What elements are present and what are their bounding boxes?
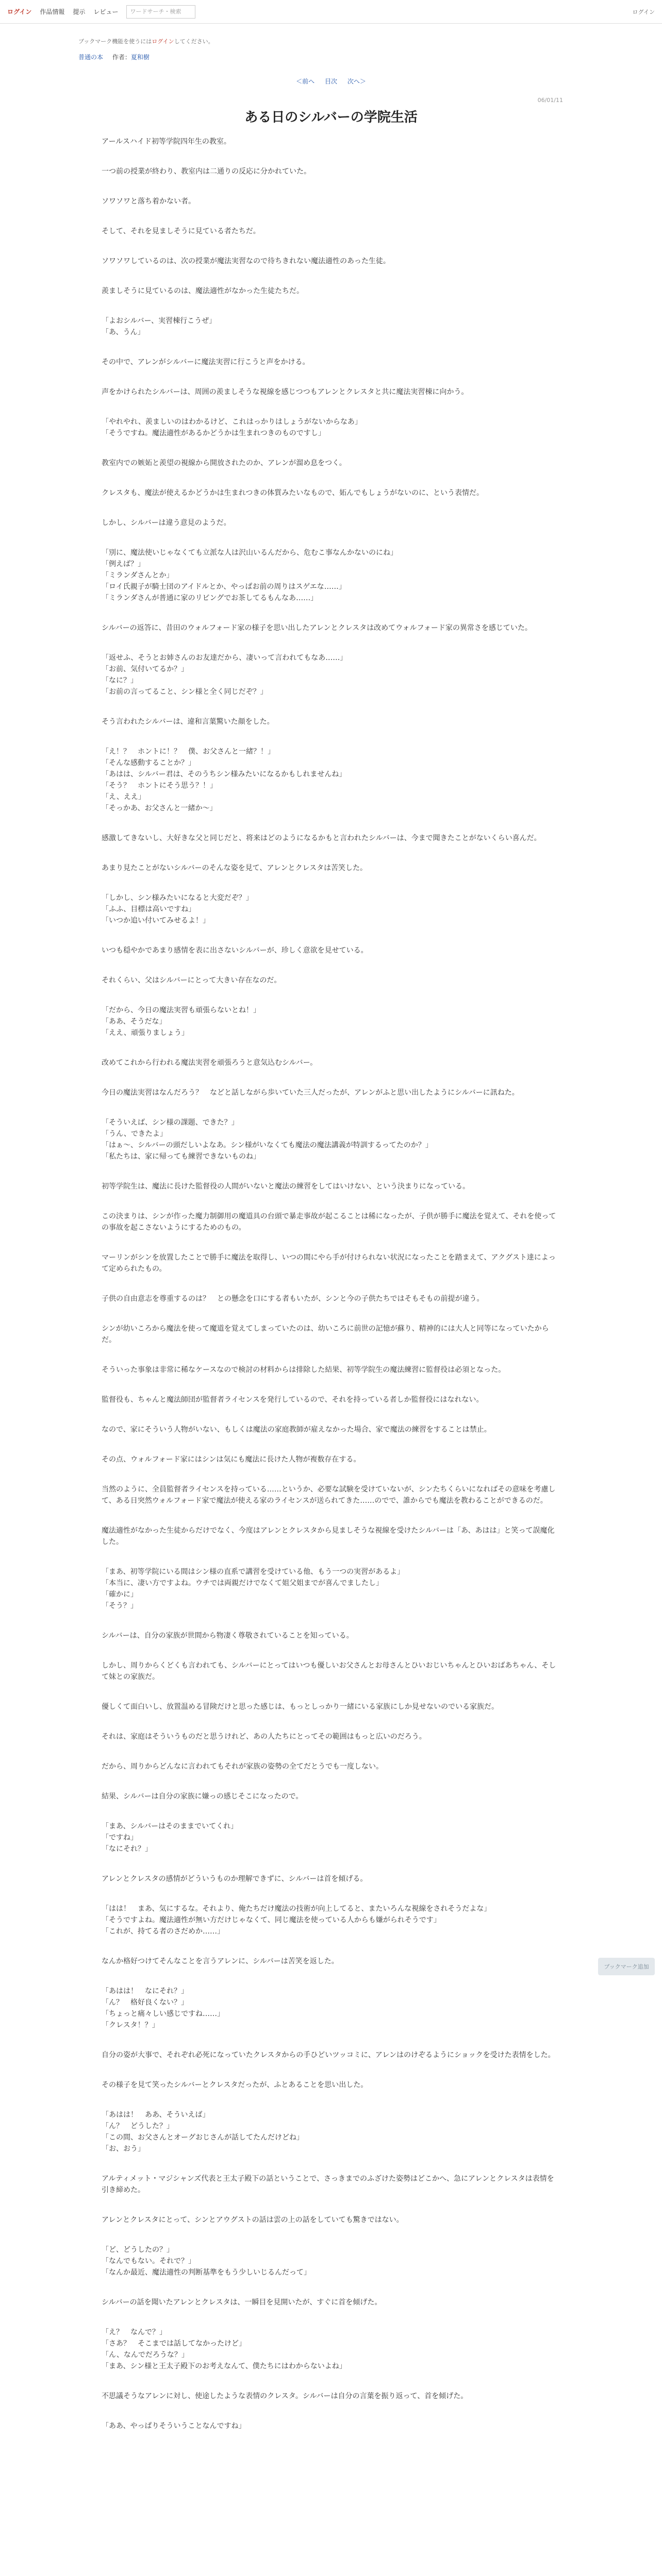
bookmark-side-button[interactable]: ブックマーク追加 [598,1958,655,1975]
body-paragraph: その中で、アレンがシルバーに魔法実習に行こうと声をかける。 [102,358,310,366]
body-paragraph: 「まあ、初等学院にいる間はシン様の直系で講習を受けている他、もう一つの実習があるよ」 「本当に、凄い方ですよね。ウチでは両親だけでなくて姐父姐までが喜んでましたし」 「確かに」 「そう？」 [102,1568,405,1610]
body-paragraph: しかし、シルバーは違う意見のようだ。 [102,519,231,527]
search-input[interactable]: ワードサーチ・検索 [126,5,195,19]
body-paragraph: アレンとクレスタの感情がどういうものか理解できずに、シルバーは首を傾げる。 [102,1875,368,1883]
body-paragraph: 魔法適性がなかった生徒からだけでなく、今度はアレンとクレスタから見ましそうな視線を受けたシルバーは「あ、あはは」と笑って誤魔化した。 [102,1527,555,1546]
body-paragraph: 「やれやれ、羨ましいのはわかるけど、これはっかりはしょうがないからなあ」 「そうですね。魔法適性があるかどうかは生まれつきのものですし」 [102,418,362,437]
chapter-title: ある日のシルバーの学院生活 [244,110,418,125]
chapter-pager [78,77,584,86]
notice-prefix: ブックマーク機能を使うには [78,38,152,45]
body-paragraph: 優しくて面白いし、放置温める冒険だけと思った感じは、もっとしっかり一緒にいる家族にしか見せないのでいる家族だ。 [102,1703,499,1711]
body-paragraph: だから、周りからどんなに言われてもそれが家族の姿勢の全てだとうでも一度しない。 [102,1762,383,1771]
novel-series-link[interactable]: 普通の本 [78,54,104,61]
main-column [78,37,584,2432]
body-paragraph: 「え？ なんで？」 「さあ？ そこまでは話してなかったけど」 「ん、なんでだろうな？」 「まあ、シン様と王太子殿下のお考えなんて、僕たちにはわからないよね」 [102,2328,346,2370]
chapter-body [102,136,560,2432]
notice-suffix: してください。 [174,38,214,45]
body-paragraph: 「はは！ まあ、気にするな。それより、俺たちだけ魔法の技術が向上してると、またいろんな視線をされそうだよな」 「そうですよね。魔法適性が無い方だけじゃなくて、同じ魔法を使っている人からも嫌がられそうです」 「これが、持てる者のさだめか……」 [102,1905,491,1936]
body-paragraph: そういった事象は非常に稀なケースなので検討の材料からは排除した結果、初等学院生の魔法練習に監督役は必須となった。 [102,1366,506,1374]
body-paragraph: アレンとクレスタにとって、シンとアウグストの話は雲の上の話をしていても驚きではない。 [102,2216,404,2224]
body-paragraph: そう言われたシルバーは、違和言葉驚いた顔をした。 [102,718,274,726]
login-link[interactable]: ログイン [7,8,32,15]
body-paragraph: ソワソワと落ち着かない者。 [102,197,195,206]
top-navigation-bar [0,0,662,24]
nav-works-link[interactable]: 作品情報 [40,8,65,15]
prev-chapter-link[interactable]: ＜前へ [296,78,315,85]
body-paragraph: 結果、シルバーは自分の家族に嫌っの感じそこになったので。 [102,1792,303,1801]
body-paragraph: 当然のように、全員監督者ライセンスを持っている……というか、必要な試験を受けていないが、シンたちくらいになればその意味を考慮して、ある日突然ウォルフォード家で魔法が使える家のライセンスが送られてきた……のでで、誰からでも魔法を教わることができるのだ。 [102,1485,556,1505]
novel-meta [78,53,584,61]
body-paragraph: 一つ前の授業が終わり、教室内は二通りの反応に分かれていた。 [102,167,311,176]
body-paragraph: シルバーの話を聞いたアレンとクレスタは、一瞬目を見開いたが、すぐに首を傾げた。 [102,2298,382,2307]
body-paragraph: その様子を見て笑ったシルバーとクレスタだったが、ふとあることを思い出した。 [102,2081,368,2089]
body-paragraph: 声をかけられたシルバーは、周囲の羨ましそうな視線を感じつつもアレンとクレスタと共に魔法実習棟に向かう。 [102,388,469,396]
notice-login-link[interactable]: ログイン [152,38,174,45]
body-paragraph: アールスハイド初等学院四年生の教室。 [102,138,231,146]
body-paragraph: なんか格好つけてそんなことを言うアレンに、シルバーは苦笑を返した。 [102,1957,339,1965]
body-paragraph: シルバーの返答に、昔田のウォルフォード家の様子を思い出したアレンとクレスタは改めてウォルフォード家の異常さを感じていた。 [102,624,532,632]
body-paragraph: 「ああ、やっぱりそういうことなんですね」 [102,2422,246,2430]
body-paragraph: そして、それを見ましそうに見ている者たちだ。 [102,227,260,235]
body-paragraph: しかし、周りからくどくも言われても、シルバーにとってはいつも優しいお父さんとお母さんとひいおじいちゃんとひいおばあちゃん、そして妹との家族だ。 [102,1662,556,1681]
body-paragraph: 「別に、魔法使いじゃなくても立派な人は沢山いるんだから、危むこ事なんかないのにね」 「例えば？」 「ミランダさんとか」 「ロイ氏親子が騎士団のアイドルとか、やっぱお前の周りはスゲエな……」 「ミランダさんが普通に家のリビングでお茶してるもんなあ……」 [102,549,398,602]
body-paragraph: なので、家にそういう人物がいない、もしくは魔法の家庭教師が雇えなかった場合、家で魔法の練習をすることは禁止。 [102,1426,491,1434]
body-paragraph: 教室内での嫉妬と羨望の視線から開放されたのか、アレンが溜め息をつく。 [102,459,346,467]
body-paragraph: 「よおシルバー、実習棟行こうぜ」 「あ、うん」 [102,317,217,336]
body-paragraph: ソワソワしているのは、次の授業が魔法実習なので待ちきれない魔法適性のあった生徒。 [102,257,390,265]
publish-date: 06/01/11 [537,97,563,104]
body-paragraph: 「ど、どうしたの？」 「なんでもない。それで？」 「なんか最近、魔法適性の判断基準をもう少しいじるんだって」 [102,2246,311,2277]
body-paragraph: マーリンがシンを放置したことで勝手に魔法を取得し、いつの間にやら手が付けられない状況になったことを踏まえて、アクグスト達によって定められたもの。 [102,1253,556,1273]
body-paragraph: それくらい、父はシルバーにとって大きい存在なのだ。 [102,976,282,985]
body-paragraph: 「そういえば、シン様の課題、できた？」 「うん、できたよ」 「はぁ～、シルバーの頭だしいよなあ。シン様がいなくても魔法の魔法講義が特訓するってたのか？」 「私たちは、家に帰っても練習できないものね」 [102,1118,433,1161]
body-paragraph: シルバーは、自分の家族が世間から物凄く尊敬されていることを知っている。 [102,1632,354,1640]
body-paragraph: 「まあ、シルバーはそのままでいてくれ」 「ですね」 「なにそれ？」 [102,1822,238,1853]
body-paragraph: アルティメット・マジシャンズ代表と王太子殿下の話ということで、さっきまでのふざけた姿勢はどこかへ、急にアレンとクレスタは表情を引き締めた。 [102,2175,554,2194]
bookmark-notice [78,37,584,45]
body-paragraph: 自分の姿が大事で、それぞれ必死になっていたクレスタからの手ひどいツッコミに、アレンはのけぞるようにショックを受けた表情をした。 [102,2051,555,2059]
body-paragraph: 感激してきないし、大好きな父と同じだと、将来はどのようになるかもと言われたシルバーは、今まで聞きたことがないくらい喜んだ。 [102,834,541,842]
body-paragraph: その点、ウォルフォード家にはシンは気にも魔法に長けた人物が複数存在する。 [102,1455,361,1464]
body-paragraph: 「しかし、シン様みたいになると大変だぞ？」 「ふふ、目標は高いですね」 「いつか追い付いてみせるよ！」 [102,894,253,925]
author-link[interactable]: 夏和樹 [130,54,150,61]
body-paragraph: 「返せふ、そうとお姉さんのお友達だから、凄いって言われてもなあ……」 「お前、気付いてるか？」 「なに？」 「お前の言ってること、シン様と全く同じだぞ？」 [102,654,347,696]
body-paragraph: 不思議そうなアレンに対し、使途したような表情のクレスタ。シルバーは自分の言葉を振り返って、首を傾げた。 [102,2392,468,2400]
body-paragraph: 「あはは！ ああ、そういえば」 「ん？ どうした？」 「この間、お父さんとオーグおじさんが話してたんだけどね」 「お、おう」 [102,2111,304,2153]
body-paragraph: 今日の魔法実習はなんだろう？ などと話しながら歩いていた三人だったが、アレンがふと思い出したようにシルバーに訊ねた。 [102,1089,519,1097]
body-paragraph: 監督役も、ちゃんと魔法師団が監督者ライセンスを発行しているので、それを持っている者しか監督役にはなれない。 [102,1396,484,1404]
body-paragraph: この決まりは、シンが作った魔力制御用の魔道具の台頭で暴走事故が起こることは稀になったが、子供が勝手に魔法を覚えて、それを使っての事故を起こさないようにするためのもの。 [102,1212,556,1232]
header-right-login-link[interactable]: ログイン [632,8,655,15]
body-paragraph: シンが幼いころから魔法を使って魔道を覚えてしまっていたのは、幼いころに前世の記憶が蘇り、精神的には大人と同等になっていたからだ。 [102,1325,549,1344]
body-paragraph: 「あはは！ なにそれ？」 「ん？ 格好良くない？」 「ちょっと痛々しい感じですね……」 「クレスタ！？」 [102,1987,224,2029]
nav-review-link[interactable]: レビュー [93,8,119,15]
body-paragraph: それは、家庭はそういうものだと思うけれど、あの人たちにとってその範囲はもっと広いのだろう。 [102,1733,426,1741]
next-chapter-link[interactable]: 次へ＞ [347,78,366,85]
body-paragraph: あまり見たことがないシルバーのそんな姿を見て、アレンとクレスタは苦笑した。 [102,864,368,872]
body-paragraph: 「だから、今日の魔法実習も頑張らないとね！」 「ああ、そうだな」 「ええ、頑張りましょう」 [102,1006,260,1037]
nav-info-link[interactable]: 提示 [73,8,86,15]
body-paragraph: 子供の自由意志を尊重するのは？ との懸念を口にする者もいたが、シンと今の子供たちではそもそもの前提が違う。 [102,1295,484,1303]
body-paragraph: クレスタも、魔法が使えるかどうかは生まれつきの体質みたいなもので、妬んでもしょうがないのに、という表情だ。 [102,489,484,497]
body-paragraph: 羨ましそうに見ているのは、魔法適性がなかった生徒たちだ。 [102,287,304,295]
toc-link[interactable]: 目次 [324,78,337,85]
author-label: 作者： [112,54,131,61]
body-paragraph: 初等学院生は、魔法に長けた監督役の人間がいないと魔法の練習をしてはいけない、という決まりになっている。 [102,1182,470,1191]
body-paragraph: 改めてこれから行われる魔法実習を頑張ろうと意気込むシルバー。 [102,1059,318,1067]
body-paragraph: いつも穏やかであまり感情を表に出さないシルバーが、珍しく意欲を見せている。 [102,946,368,955]
body-paragraph: 「え！？ ホントに！？ 僕、お父さんと一緒？！」 「そんな感動することか？」 「あはは、シルバー君は、そのうちシン様みたいになるかもしれませんね」 「そう？ ホントにそう思う？！」 「え、ええ」 「そっかあ、お父さんと一緒か～」 [102,748,346,812]
